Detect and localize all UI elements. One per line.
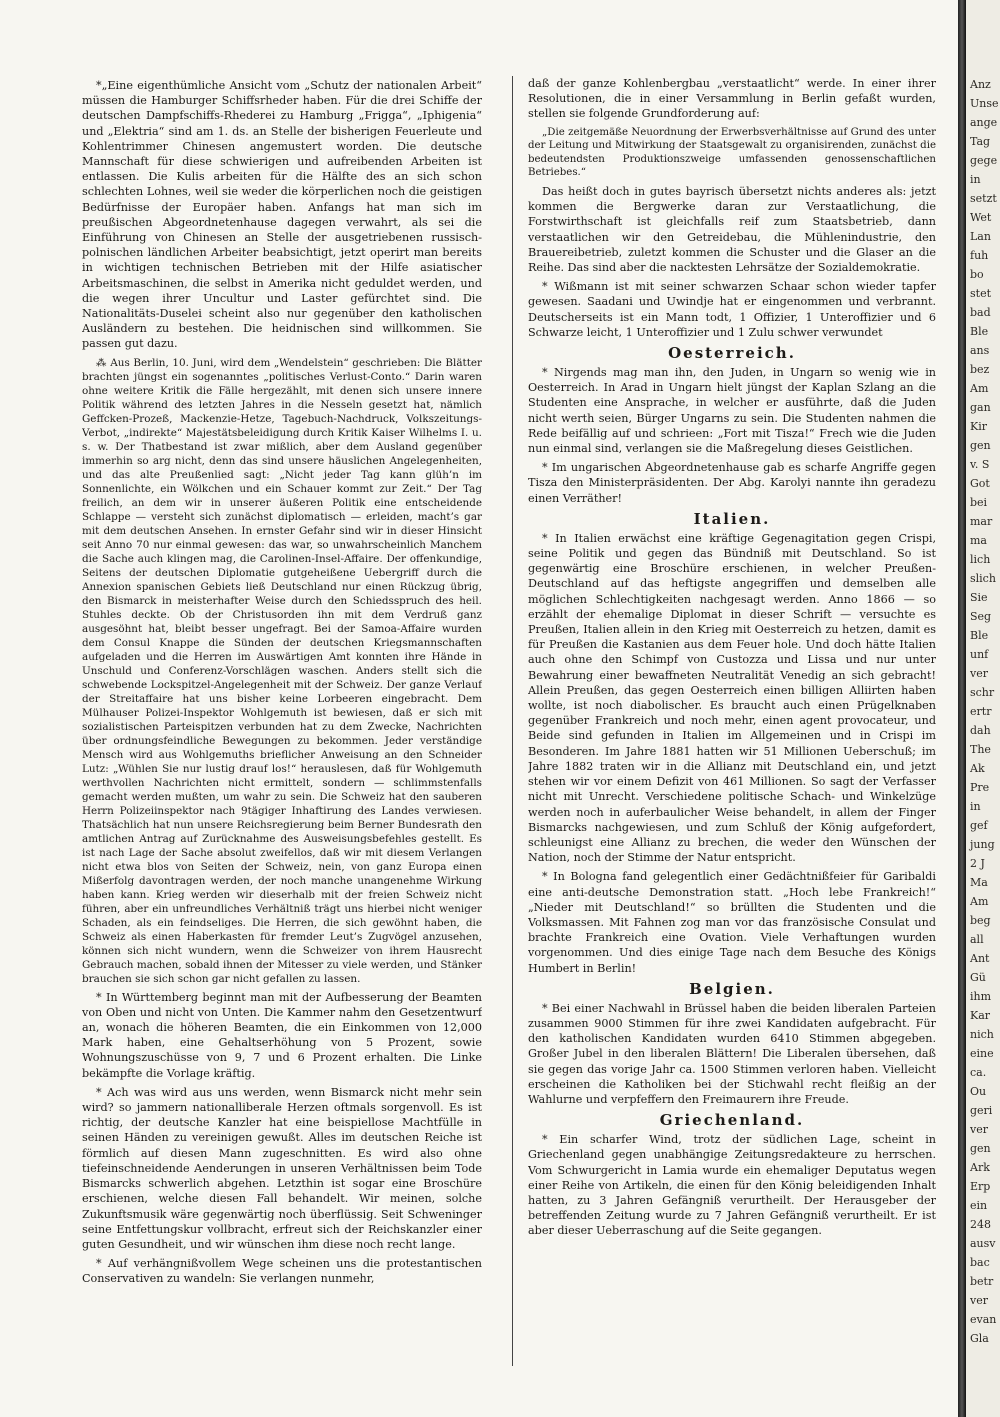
column-rule	[512, 76, 513, 1366]
adjacent-page-fragment: bad	[970, 306, 991, 319]
adjacent-page-fragment: 248	[970, 1218, 991, 1231]
adjacent-page-fragment: Ble	[970, 629, 989, 642]
article-paragraph: * In Italien erwächst eine kräftige Gegenagitation gegen Crispi, seine Politik und gegen das Bündniß mit Deutschland. So ist gegenwärtig eine Broschüre erschienen, in welcher Preußen-Deutschland auf das heftigste angegriffen und demselben alle möglichen Schlechtigkeiten nachgesagt werden. Anno 1866 — so erzählt der ehemalige Diplomat in dieser Schrift — versuchte es Preußen, Italien allein in den Krieg mit Oesterreich zu hetzen, damit es für Preußen die Kastanien aus dem Feuer hole. Und doch hätte Italien auch ohne den Schimpf von Custozza und Lissa und nur unter Bewahrung einer bewaffneten Neutralität Venedig an sich gebracht! Allein Preußen, das gegen Oesterreich einen billigen Alliirten haben wollte, ist noch diabolischer. Es braucht auch einen Prügelknaben gegenüber Frankreich und noch mehr, einen agent provocateur, und Beide sind gefunden in Italien im Allgemeinen und in Crispi im Besonderen. Im Jahre 1881 hatten wir 51 Millionen Ueberschuß; im Jahre 1882 traten wir in die Allianz mit Deutschland ein, und jetzt stehen wir vor einem Defizit von 461 Millionen. So sagt der Verfasser nicht mit Unrecht. Verschiedene politische Schach- und Winkelzüge werden noch in auferbaulicher Weise behandelt, in allem der Finger Bismarcks nachgewiesen, und zum Schluß der König aufgefordert, schleunigst eine Allianz zu brechen, die weder den Wünschen der Nation, noch der Stimme der Natur entspricht.	[528, 531, 936, 865]
adjacent-page-fragment: Ak	[970, 762, 985, 775]
article-paragraph: * In Bologna fand gelegentlich einer Gedächtnißfeier für Garibaldi eine anti-deutsche Demonstration statt. „Hoch lebe Frankreich!“ „Nieder mit Deutschland!“ so brüllten die Studenten und die Volksmassen. Mit Fahnen zog man vor das französische Consulat und brachte Frankreich eine Ovation. Viele Verhaftungen wurden vorgenommen. Und dies einige Tage nach dem Besuche des Königs Humbert in Berlin!	[528, 870, 936, 975]
adjacent-page-fragment: ihm	[970, 990, 992, 1003]
adjacent-page-fragment: Gla	[970, 1332, 989, 1345]
article-paragraph: * Auf verhängnißvollem Wege scheinen uns die protestantischen Conservativen zu wandeln: Sie verlangen nunmehr,	[82, 1257, 482, 1286]
adjacent-page-fragment: gan	[970, 401, 991, 414]
adjacent-page-fragment: ausv	[970, 1237, 996, 1250]
adjacent-page-fragment: Anz	[970, 78, 991, 91]
adjacent-page-fragment: gege	[970, 154, 998, 167]
article-paragraph: * Im ungarischen Abgeordnetenhause gab es scharfe Angriffe gegen Tisza den Ministerpräsidenten. Der Abg. Karolyi nannte ihn geradezu einen Verräther!	[528, 461, 936, 505]
adjacent-page-fragment: gen	[970, 439, 991, 452]
section-heading: Belgien.	[689, 979, 775, 998]
adjacent-page-fragment: Am	[970, 382, 989, 395]
adjacent-page-fragment: ver	[970, 1294, 988, 1307]
adjacent-page-fragment: betr	[970, 1275, 994, 1288]
adjacent-page-fragment: Kar	[970, 1009, 991, 1022]
adjacent-page-fragment: dah	[970, 724, 991, 737]
adjacent-page-fragment: Ou	[970, 1085, 987, 1098]
adjacent-page-fragment: Seg	[970, 610, 992, 623]
adjacent-page-fragment: ein	[970, 1199, 988, 1212]
adjacent-page-fragment: Sie	[970, 591, 988, 604]
page-fold	[958, 0, 966, 1417]
article-paragraph: * Nirgends mag man ihn, den Juden, in Ungarn so wenig wie in Oesterreich. In Arad in Ungarn hielt jüngst der Kaplan Szlang an die Studenten eine Ansprache, in welcher er ausführte, daß die Juden nicht werth seien, Bürger Ungarns zu sein. Die Studenten nahmen die Rede beifällig auf und schrieen: „Fort mit Tisza!“ Frech wie die Juden nun einmal sind, verlangen sie die Maßregelung dieses Geistlichen.	[528, 366, 936, 456]
article-paragraph: ⁂ Aus Berlin, 10. Juni, wird dem „Wendelstein“ geschrieben: Die Blätter brachten jüngst ein sogenanntes „politisches Verlust-Conto.“ Darin waren ohne weitere Kritik die Fälle hergezählt, mit denen sich unsere innere Politik während des letzten Jahres in die Nesseln gesetzt hat, nämlich Geffcken-Prozeß, Mackenzie-Hetze, Tagebuch-Nachdruck, Volkszeitungs-Verbot, „indirekte“ Majestätsbeleidigung durch Kritik Kaiser Wilhelms I. u. s. w. Der Thatbestand ist zwar mißlich, aber dem Ausland gegenüber immerhin so arg nicht, denn das sind unsere häuslichen Angelegenheiten, und das alte Preußenlied sagt: „Nicht jeder Tag kann glüh’n im Sonnenlichte, ein Wölkchen und ein Schauer kommt zur Zeit.“ Der Tag freilich, an dem wir in unserer äußeren Politik eine entscheidende Schlappe — versteht sich zunächst diplomatisch — erleiden, macht’s gar mit dem deutschen Ansehen. In ernster Gefahr sind wir in dieser Hinsicht seit Anno 70 nur einmal gewesen: das war, so unwahrscheinlich Manchem die Sache auch klingen mag, die Carolinen-Insel-Affaire. Der offenkundige, Seitens der deutschen Diplomatie gutgeheißene Uebergriff durch die Annexion spanischen Gebiets ließ Deutschland nur einen Rückzug übrig, den Bismarck in meisterhafter Weise durch den Schiedsspruch des heil. Stuhles deckte. Ob der Christusorden ihn mit dem Verdruß ganz ausgesöhnt hat, bleibt besser ungefragt. Bei der Samoa-Affaire wurden dem Consul Knappe die Sünden der deutschen Kriegsmannschaften aufgeladen und die Herren im Auswärtigen Amt konnten ihre Hände in Unschuld und Conferenz-Vorschlägen waschen. Anders stellt sich die schwebende Lockspitzel-Angelegenheit mit der Schweiz. Der ganze Verlauf der Streitaffaire hat uns bisher keine Lorbeeren eingebracht. Dem Mülhauser Polizei-Inspektor Wohlgemuth ist bewiesen, daß er sich mit sozialistischen Parteispitzen verbunden hat zu dem Zwecke, Nachrichten über ordnungsfeindliche Bewegungen zu bekommen. Jeder verständige Mensch wird aus Wohlgemuths brieflicher Anweisung an den Schneider Lutz: „Wühlen Sie nur lustig drauf los!“ herauslesen, daß für Wohlgemuth werthvollen Nachrichten nicht ermittelt, sondern — schlimmstenfalls gemacht werden mußten, um wahr zu sein. Die Schweiz hat den sauberen Herrn Polizeiinspektor nach 9tägiger Inhaftirung des Landes verwiesen. Thatsächlich hat nun unsere Reichsregierung beim Berner Bundesrath den amtlichen Antrag auf Zurücknahme des Ausweisungsbefehles gestellt. Es ist nach Lage der Sache absolut zweifellos, daß wir mit diesem Verlangen nicht etwa blos von Seiten der Schweiz, nein, von ganz Europa einen Mißerfolg davontragen werden, der noch manche unangenehme Wirkung haben kann. Krieg werden wir dieserhalb mit der freien Schweiz nicht führen, aber ein unfreundliches Verhältniß trägt uns hierbei nicht weniger Schaden, als ein feindseliges. Die Herren, die sich gewöhnt haben, die Schweiz als einen Haberkasten für fremder Leut’s Zugvögel anzusehen, können sich nicht wundern, wenn die Schweizer von ihrem Hausrecht Gebrauch machen, sobald ihnen der Mitesser zu viele werden, und Stänker brauchen sie sich schon gar nicht gefallen zu lassen.	[82, 356, 482, 985]
adjacent-page-fragment: unf	[970, 648, 989, 661]
adjacent-page-fragment: ertr	[970, 705, 992, 718]
adjacent-page-fragment: beg	[970, 914, 991, 927]
adjacent-page-fragment: Unse	[970, 97, 999, 110]
adjacent-page-fragment: Pre	[970, 781, 990, 794]
adjacent-page-fragment: stet	[970, 287, 991, 300]
adjacent-page-fragment: gef	[970, 819, 988, 832]
adjacent-page-fragment: Am	[970, 895, 989, 908]
adjacent-page-fragment: nich	[970, 1028, 994, 1041]
adjacent-page-fragment: ans	[970, 344, 990, 357]
adjacent-page-fragment: schr	[970, 686, 995, 699]
adjacent-page-fragment: Lan	[970, 230, 991, 243]
adjacent-page-fragment: all	[970, 933, 984, 946]
adjacent-page-fragment: setzt	[970, 192, 997, 205]
adjacent-page-fragment: in	[970, 173, 981, 186]
adjacent-page-fragment: Kir	[970, 420, 987, 433]
adjacent-page-fragment: jung	[970, 838, 995, 851]
adjacent-page-fragment: bei	[970, 496, 988, 509]
article-paragraph: * In Württemberg beginnt man mit der Aufbesserung der Beamten von Oben und nicht von Unten. Die Kammer nahm den Gesetzentwurf an, wonach die höheren Beamten, die ein Einkommen von 12,000 Mark haben, eine Gehaltserhöhung von 5 Prozent, sowie Wohnungszuschüsse von 9, 7 und 6 Prozent erhalten. Die Linke bekämpfte die Vorlage kräftig.	[82, 990, 482, 1080]
adjacent-page-fragment: v. S	[970, 458, 990, 471]
adjacent-page-fragment: geri	[970, 1104, 993, 1117]
right-column	[528, 76, 936, 1396]
adjacent-page-fragment: 2 J	[970, 857, 985, 870]
article-paragraph: *„Eine eigenthümliche Ansicht vom „Schutz der nationalen Arbeit“ müssen die Hamburger Schiffsrheder haben. Für die drei Schiffe der deutschen Dampfschiffs-Rhederei zu Hamburg „Frigga“, „Iphigenia“ und „Elektria“ sind am 1. ds. an Stelle der bisherigen Feuerleute und Kohlentrimmer Chinesen angemustert worden. Die deutsche Mannschaft für diese schwierigen und aufreibenden Arbeiten ist entlassen. Die Kulis arbeiten für die Hälfte des an sich schon schlechten Lohnes, weil sie weder die körperlichen noch die geistigen Bedürfnisse der Europäer haben. Anfangs hat man sich im preußischen Abgeordnetenhause dagegen verwahrt, als sei die Einführung von Chinesen an Stelle der ausgetriebenen russisch-polnischen ländlichen Arbeiter beabsichtigt, jetzt operirt man bereits in wichtigen technischen Betrieben mit der Hilfe asiatischer Arbeitsmaschinen, die selbst in Amerika nicht geduldet werden, und die wegen ihrer Uncultur und Laster gefürchtet sind. Die Nationalitäts-Duselei scheint also nur gegenüber den katholischen Ausländern zu bestehen. Die heidnischen sind willkommen. Sie passen gut dazu.	[82, 79, 482, 351]
adjacent-page-fragment: ver	[970, 1123, 988, 1136]
section-heading: Griechenland.	[659, 1111, 805, 1130]
adjacent-page-edge	[966, 0, 1000, 1417]
section-heading: Oesterreich.	[668, 344, 796, 363]
adjacent-page-fragment: Erp	[970, 1180, 991, 1193]
article-paragraph: * Ein scharfer Wind, trotz der südlichen Lage, scheint in Griechenland gegen unabhängige Zeitungsredakteure zu herrschen. Vom Schwurgericht in Lamia wurde ein ehemaliger Deputatus wegen einer Reihe von Artikeln, die einen für den König beleidigenden Inhalt hatten, zu 3 Jahren Gefängniß verurtheilt. Der Herausgeber der betreffenden Zeitung wurde zu 7 Jahren Gefängniß verurtheilt. Er ist aber dieser Ueberraschung auf die Seite gegangen.	[528, 1133, 936, 1238]
adjacent-page-fragment: evan	[970, 1313, 997, 1326]
adjacent-page-fragment: bac	[970, 1256, 990, 1269]
adjacent-page-fragment: bo	[970, 268, 984, 281]
article-paragraph: * Wißmann ist mit seiner schwarzen Schaar schon wieder tapfer gewesen. Saadani und Uwindje hat er eingenommen und verbrannt. Deutscherseits ist ein Mann todt, 1 Offizier, 1 Unteroffizier und 6 Schwarze leicht, 1 Unteroffizier und 1 Zulu schwer verwundet	[528, 280, 936, 339]
adjacent-page-fragment: Gü	[970, 971, 986, 984]
article-paragraph: daß der ganze Kohlenbergbau „verstaatlicht“ werde. In einer ihrer Resolutionen, die in einer Versammlung in Berlin gefaßt wurden, stellen sie folgende Grundforderung auf:	[528, 77, 936, 121]
adjacent-page-fragment: mar	[970, 515, 993, 528]
quoted-resolution: „Die zeitgemäße Neuordnung der Erwerbsverhältnisse auf Grund des unter der Leitung und Mitwirkung der Staatsgewalt zu organisirenden, zunächst die bedeutendsten Produktionszweige umfassenden genossenschaftlichen Betriebes.“	[528, 126, 936, 179]
adjacent-page-fragment: The	[970, 743, 991, 756]
adjacent-page-fragment: Ble	[970, 325, 989, 338]
left-column	[82, 78, 482, 1398]
adjacent-page-fragment: ma	[970, 534, 987, 547]
article-paragraph: * Bei einer Nachwahl in Brüssel haben die beiden liberalen Parteien zusammen 9000 Stimmen für ihre zwei Kandidaten aufgebracht. Für den katholischen Kandidaten wurden 6410 Stimmen abgegeben. Großer Jubel in den liberalen Blättern! Die Liberalen übersehen, daß sie gegen das vorige Jahr ca. 1500 Stimmen verloren haben. Vielleicht erscheinen die Katholiken bei der Stichwahl recht fleißig an der Wahlurne und verpfeffern den Freimaurern ihre Freude.	[528, 1001, 936, 1106]
article-paragraph: Das heißt doch in gutes bayrisch übersetzt nichts anderes als: jetzt kommen die Bergwerke daran zur Verstaatlichung, die Forstwirthschaft ist gleichfalls reif zum Staatsbetrieb, dann verstaatlichen wir den Getreidebau, die Mühlenindustrie, den Brauereibetrieb, zuletzt kommen die Schuster und die Glaser an die Reihe. Das sind aber die nacktesten Lehrsätze der Sozialdemokratie.	[528, 184, 936, 274]
adjacent-page-fragment: slich	[970, 572, 996, 585]
adjacent-page-fragment: in	[970, 800, 981, 813]
adjacent-page-fragment: ange	[970, 116, 998, 129]
adjacent-page-fragment: ver	[970, 667, 988, 680]
adjacent-page-fragment: Got	[970, 477, 990, 490]
adjacent-page-fragment: ca.	[970, 1066, 987, 1079]
adjacent-page-fragment: bez	[970, 363, 990, 376]
adjacent-page-fragment: Ma	[970, 876, 988, 889]
adjacent-page-fragment: Ark	[970, 1161, 990, 1174]
article-paragraph: * Ach was wird aus uns werden, wenn Bismarck nicht mehr sein wird? so jammern nationalliberale Herzen oftmals sorgenvoll. Es ist richtig, der deutsche Kanzler hat eine beispiellose Machtfülle in seinen Händen zu vereinigen gewußt. Alles im deutschen Reiche ist förmlich auf diesen Mann zugeschnitten. Es wird also ohne tiefeinschneidende Aenderungen in unseren Verhältnissen beim Tode Bismarcks schwerlich abgehen. Letzthin ist sogar eine Broschüre erschienen, welche diesen Fall behandelt. Wir meinen, solche Zukunftsmusik wäre gegenwärtig noch überflüssig. Seit Schweninger seine Entfettungskur vollbracht, erfreut sich der Reichskanzler einer guten Gesundheit, und wir wünschen ihm diese noch recht lange.	[82, 1085, 482, 1251]
adjacent-page-fragment: Ant	[970, 952, 990, 965]
adjacent-page-fragment: gen	[970, 1142, 991, 1155]
adjacent-page-fragment: Wet	[970, 211, 992, 224]
adjacent-page-fragment: fuh	[970, 249, 989, 262]
adjacent-page-fragment: Tag	[970, 135, 991, 148]
adjacent-page-fragment: lich	[970, 553, 991, 566]
adjacent-page-fragment: eine	[970, 1047, 994, 1060]
section-heading: Italien.	[693, 509, 771, 528]
